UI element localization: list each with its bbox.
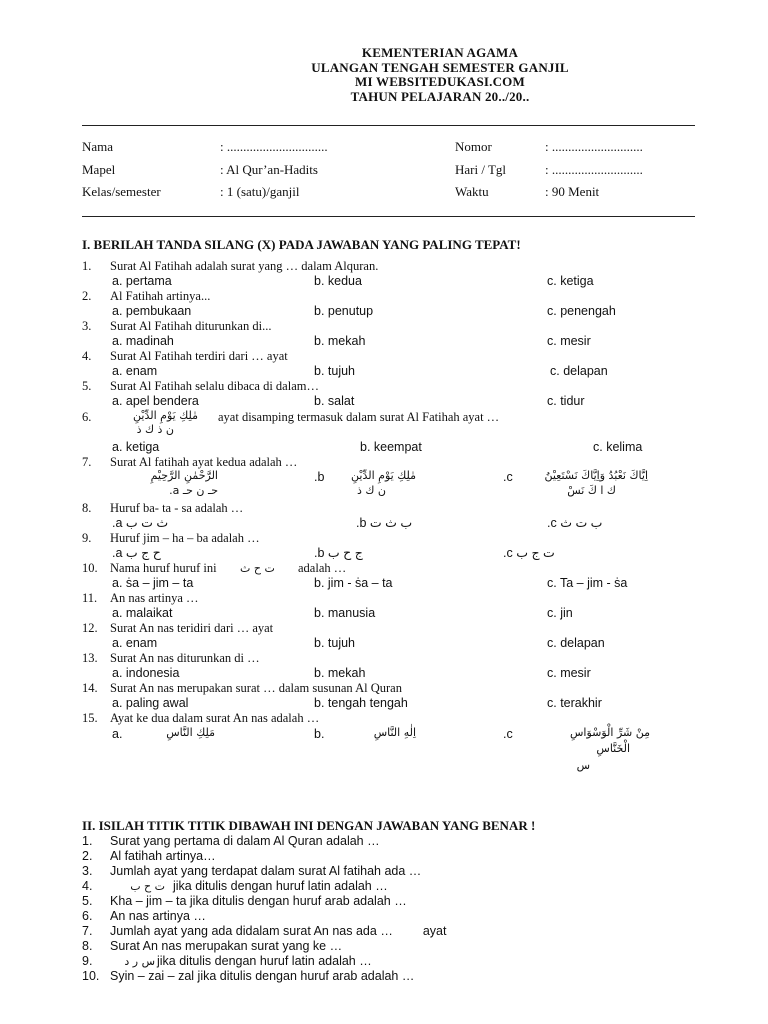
q10-option-b[interactable]: b. jim - ṡa – ta — [314, 576, 393, 590]
q3-option-a[interactable]: a. madinah — [112, 334, 174, 348]
question-text: Surat Al Fatihah adalah surat yang … dalam Alquran. — [110, 259, 379, 273]
essay-8: 8. Surat An nas merupakan surat yang ke … — [82, 939, 343, 953]
essay-1: 1. Surat yang pertama di dalam Al Quran adalah … — [82, 834, 380, 848]
q10-option-a[interactable]: a. ṡa – jim – ta — [112, 576, 194, 590]
kelas-value: : 1 (satu)/ganjil — [220, 184, 300, 199]
essay-4-arabic: ت ح ب — [130, 880, 165, 893]
q15-option-c-letter[interactable]: .c — [503, 727, 513, 741]
q1-option-a[interactable]: a. pertama — [112, 274, 172, 288]
essay-5: 5. Kha – jim – ta jika ditulis dengan huruf arab adalah … — [82, 894, 407, 908]
q15-option-a-letter[interactable]: a. — [112, 727, 123, 741]
essay-2: 2. Al fatihah artinya… — [82, 849, 216, 863]
q2-option-b[interactable]: b. penutup — [314, 304, 374, 318]
q8-option-a[interactable]: .a ث ت ب — [112, 516, 169, 530]
question-text: Huruf jim – ha – ba adalah … — [110, 531, 260, 545]
mapel-value: : Al Qur’an-Hadits — [220, 162, 318, 177]
header-ministry: KEMENTERIAN AGAMA — [361, 45, 519, 60]
q15-option-c-arabic-1[interactable]: مِنْ شَرِّ الْوَسْوَاسِ — [569, 726, 650, 739]
nomor-field[interactable]: : ............................ — [545, 139, 643, 154]
essay-3: 3. Jumlah ayat yang terdapat dalam surat Al fatihah ada … — [82, 864, 422, 878]
q7-option-b-letter[interactable]: .b — [314, 470, 325, 484]
q6-option-a[interactable]: a. ketiga — [112, 440, 160, 454]
question-text: Surat Al Fatihah selalu dibaca di dalam… — [110, 379, 319, 393]
question-text: An nas artinya … — [110, 591, 199, 605]
waktu-label: Waktu — [455, 184, 489, 199]
q14-option-b[interactable]: b. tengah tengah — [314, 696, 408, 710]
question-text: Surat An nas merupakan surat … dalam susunan Al Quran — [110, 681, 402, 695]
question-text: Surat Al Fatihah terdiri dari … ayat — [110, 349, 288, 363]
question-text: Nama huruf huruf ini — [110, 561, 217, 575]
q15-option-c-arabic-3: س — [576, 759, 590, 772]
q9-option-b[interactable]: .b ج ح ب — [314, 546, 363, 560]
question-text: ayat disamping termasuk dalam surat Al Fatihah ayat … — [218, 410, 500, 424]
q4-option-b[interactable]: b. tujuh — [314, 364, 356, 378]
q14-option-c[interactable]: c. terakhir — [547, 696, 602, 710]
q7-option-c-letter[interactable]: .c — [503, 470, 513, 484]
kelas-label: Kelas/semester — [82, 184, 161, 199]
hari-field[interactable]: : ............................ — [545, 162, 643, 177]
q12-option-b[interactable]: b. tujuh — [314, 636, 356, 650]
q7-option-c-sub: ك ا كَ نَسْ — [567, 484, 616, 497]
question-text-end: adalah … — [298, 561, 347, 575]
q8-option-c[interactable]: .c ب ت ث — [547, 516, 603, 530]
question-text: Surat Al fatihah ayat kedua adalah … — [110, 455, 298, 469]
exam-header — [230, 46, 650, 104]
nama-label: Nama — [82, 139, 114, 154]
essay-10: 10. Syin – zai – zal jika ditulis dengan huruf arab adalah … — [82, 969, 415, 983]
divider-bottom — [82, 216, 695, 217]
q6-option-b[interactable]: b. keempat — [360, 440, 422, 454]
mapel-label: Mapel — [82, 162, 116, 177]
q12-option-c[interactable]: c. delapan — [547, 636, 605, 650]
q9-option-c[interactable]: .c ت ج ب — [503, 546, 555, 560]
hari-label: Hari / Tgl — [455, 162, 507, 177]
q15-option-c-arabic-2: الْخَنَّاسِ — [596, 742, 630, 755]
section-2-title: II. ISILAH TITIK TITIK DIBAWAH INI DENGAN JAWABAN YANG BENAR ! — [82, 818, 536, 833]
essay-6: 6. An nas artinya … — [82, 909, 206, 923]
q11-option-c[interactable]: c. jin — [547, 606, 573, 620]
q7-option-b-arabic[interactable]: مٰلِكِ يَوْمِ الدِّيْنِ — [351, 469, 416, 482]
q10-option-c[interactable]: c. Ta – jim - ṡa — [547, 576, 628, 590]
q6-arabic-verse: مٰلِكِ يَوْمِ الدِّيْنِ — [133, 409, 198, 422]
q2-option-a[interactable]: a. pembukaan — [112, 304, 192, 318]
essay-9-arabic: س ر د — [124, 955, 155, 968]
q7-option-a-arabic[interactable]: الرَّحْمٰنِ الرَّحِيْمِ — [150, 469, 218, 482]
question-text: Al Fatihah artinya... — [110, 289, 211, 303]
question-text: Surat An nas diturunkan di … — [110, 651, 260, 665]
q8-option-b[interactable]: .b ب ث ت — [356, 516, 413, 530]
q4-option-a[interactable]: a. enam — [112, 364, 158, 378]
header-year: TAHUN PELAJARAN 20../20.. — [350, 88, 530, 104]
q11-option-b[interactable]: b. manusia — [314, 606, 376, 620]
q9-option-a[interactable]: .a ح ج ب — [112, 546, 161, 560]
q7-option-a-sub: حـ ن حـ a. — [169, 484, 218, 497]
question-text: Surat Al Fatihah diturunkan di... — [110, 319, 272, 333]
essay-4: 4. ت ح ب jika ditulis dengan huruf latin adalah … — [82, 879, 388, 893]
q5-option-a[interactable]: a. apel bendera — [112, 394, 199, 408]
q15-option-a-arabic[interactable]: مَلِكِ النَّاسِ — [166, 726, 215, 739]
q10-arabic-letters: ت ح ث — [240, 562, 275, 575]
q6-arabic-fragments: ن ذ ك ذ — [136, 423, 174, 436]
question-number: 1. — [82, 259, 92, 273]
q15-option-b-arabic[interactable]: اِلٰهِ النَّاسِ — [373, 726, 416, 739]
question-text: Ayat ke dua dalam surat An nas adalah … — [110, 711, 320, 725]
q11-option-a[interactable]: a. malaikat — [112, 606, 173, 620]
q15-option-b-letter[interactable]: b. — [314, 727, 325, 741]
q3-option-b[interactable]: b. mekah — [314, 334, 366, 348]
q12-option-a[interactable]: a. enam — [112, 636, 158, 650]
q1-option-c[interactable]: c. ketiga — [547, 274, 594, 288]
question-text: Huruf ba- ta - sa adalah … — [110, 501, 244, 515]
q5-option-b[interactable]: b. salat — [314, 394, 355, 408]
header-exam-title: ULANGAN TENGAH SEMESTER GANJIL — [311, 59, 569, 75]
section-1-title: I. BERILAH TANDA SILANG (X) PADA JAWABAN YANG PALING TEPAT! — [82, 237, 521, 252]
q13-option-c[interactable]: c. mesir — [547, 666, 591, 680]
q5-option-c[interactable]: c. tidur — [547, 394, 585, 408]
divider-top — [82, 125, 695, 126]
essay-7: 7. Jumlah ayat yang ada didalam surat An nas ada … ayat — [82, 924, 447, 938]
nama-field[interactable]: : ............................... — [220, 139, 328, 154]
nomor-label: Nomor — [455, 139, 492, 154]
q4-option-c[interactable]: c. delapan — [550, 364, 608, 378]
q13-option-b[interactable]: b. mekah — [314, 666, 366, 680]
header-school: MI WEBSITEDUKASI.COM — [355, 74, 525, 89]
q2-option-c[interactable]: c. penengah — [547, 304, 616, 318]
q6-option-c[interactable]: c. kelima — [593, 440, 643, 454]
question-text: Surat An nas teridiri dari … ayat — [110, 621, 274, 635]
q7-option-b-sub: ن ك ذ — [356, 484, 386, 497]
q13-option-a[interactable]: a. indonesia — [112, 666, 180, 680]
essay-9: 9. س ر د jika ditulis dengan huruf latin adalah … — [82, 954, 372, 968]
q14-option-a[interactable]: a. paling awal — [112, 696, 189, 710]
q7-option-c-arabic[interactable]: اِيَّاكَ نَعْبُدُ وَاِيَّاكَ نَسْتَعِيْنُ — [544, 469, 648, 482]
q1-option-b[interactable]: b. kedua — [314, 274, 362, 288]
q3-option-c[interactable]: c. mesir — [547, 334, 591, 348]
waktu-value: : 90 Menit — [545, 184, 600, 199]
